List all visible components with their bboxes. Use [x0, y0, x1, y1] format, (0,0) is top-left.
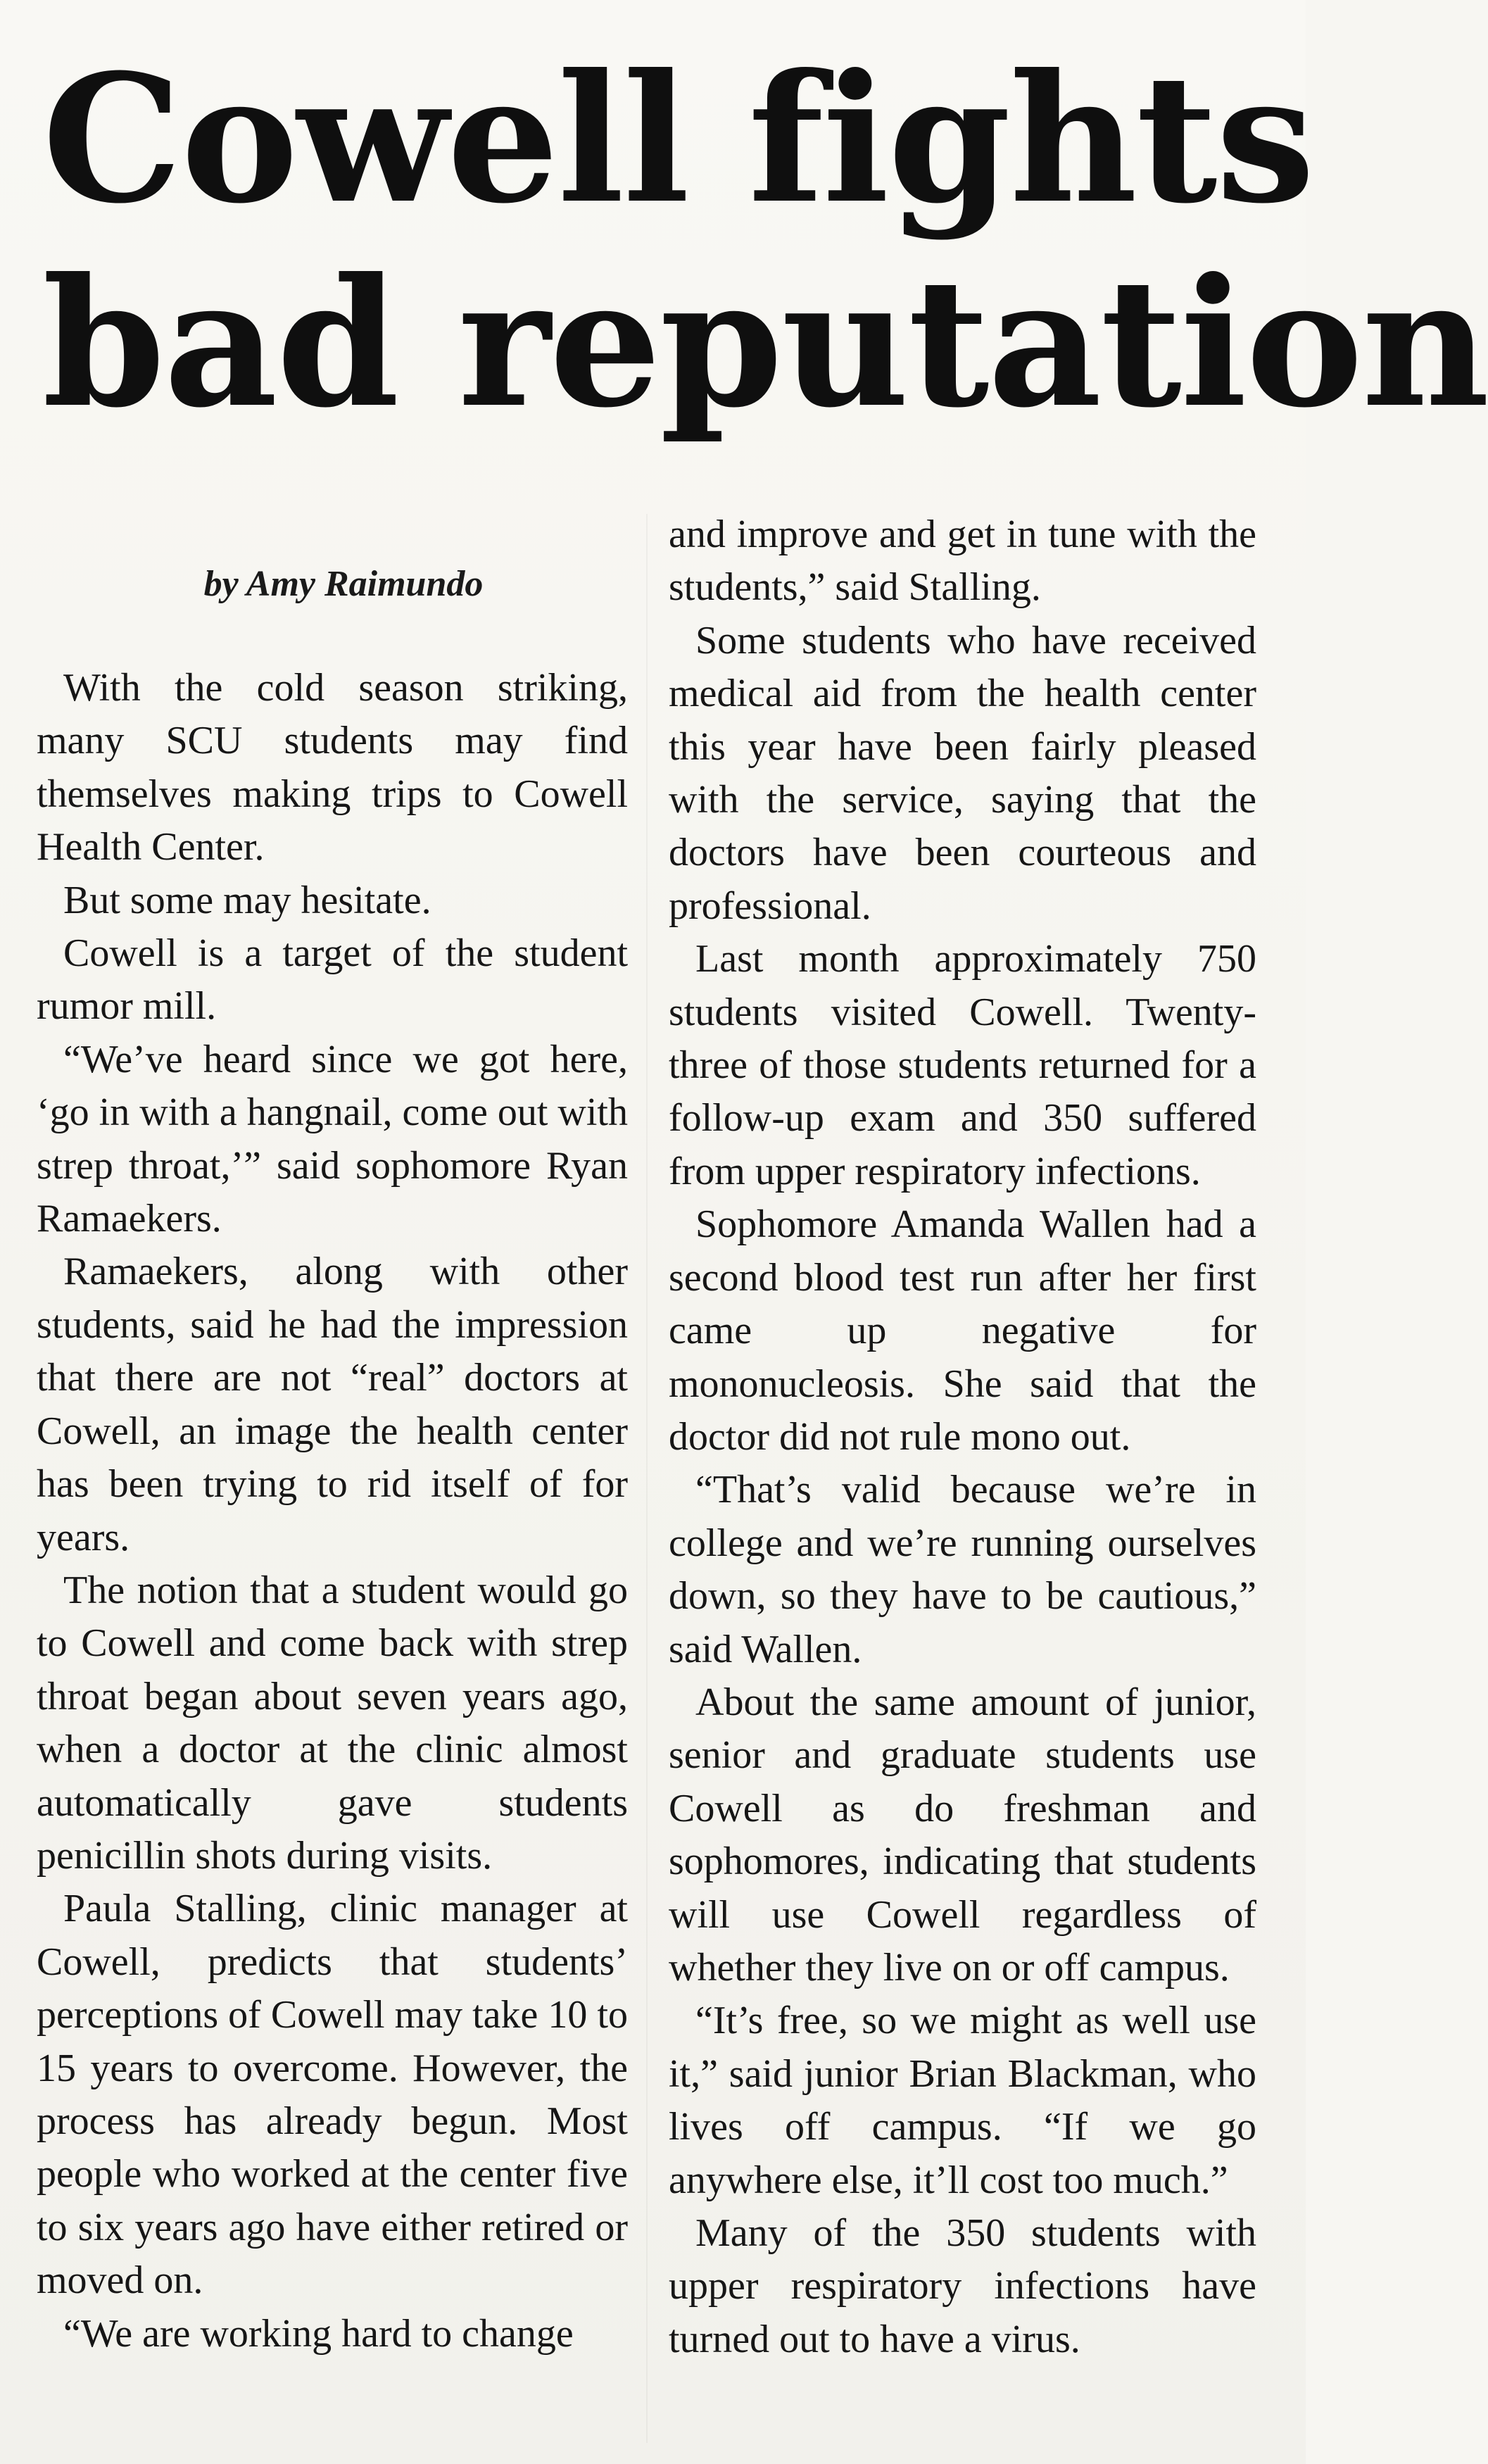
paragraph: With the cold season striking, many SCU students may find themselves making trips to Cowell Health Center.	[37, 666, 628, 869]
article-column-left	[37, 662, 628, 2361]
paragraph: Cowell is a target of the student rumor mill.	[37, 931, 628, 1029]
headline-line-1: Cowell fights	[42, 35, 1314, 242]
paragraph: Last month approximately 750 students visited Cowell. Twenty-three of those students returned for a follow-up exam and 350 suffered from upper respiratory infections.	[669, 937, 1256, 1193]
paragraph: Ramaekers, along with other students, said he had the impression that there are not “real” doctors at Cowell, an image the health center has been trying to rid itself of for years.	[37, 1250, 628, 1559]
paragraph: The notion that a student would go to Cowell and come back with strep throat began about seven years ago, when a doctor at the clinic almost automatically gave students penicillin shots during visits.	[37, 1568, 628, 1878]
paragraph: But some may hesitate.	[63, 878, 431, 922]
paragraph: “That’s valid because we’re in college and we’re running ourselves down, so they have to be cautious,” said Wallen.	[669, 1468, 1256, 1671]
headline	[42, 35, 1488, 446]
paragraph: Many of the 350 students with upper respiratory infections have turned out to have a virus.	[669, 2211, 1256, 2361]
paragraph-continuation: and improve and get in tune with the students,” said Stalling.	[669, 513, 1256, 610]
article-column-right	[669, 508, 1256, 2366]
headline-line-2: bad reputation	[42, 239, 1488, 446]
paragraph: About the same amount of junior, senior and graduate students use Cowell as do freshman and sophomores, indicating that students will use Cowell regardless of whether they live on or off campus.	[669, 1680, 1256, 1990]
paragraph: Sophomore Amanda Wallen had a second blood test run after her first came up negative for mononucleosis. She said that the doctor did not rule mono out.	[669, 1202, 1256, 1459]
byline: by Amy Raimundo	[203, 564, 484, 604]
paragraph: “It’s free, so we might as well use it,” said junior Brian Blackman, who lives off campus. “If we go anywhere else, it’ll cost too much.”	[669, 1999, 1256, 2202]
paragraph: “We’ve heard since we got here, ‘go in with a hangnail, come out with strep throat,’” said sophomore Ryan Ramaekers.	[37, 1037, 628, 1241]
paragraph: “We are working hard to change	[63, 2311, 574, 2356]
paragraph: Paula Stalling, clinic manager at Cowell, predicts that students’ perceptions of Cowell may take 10 to 15 years to overcome. However, the process has already begun. Most people who worked at the center five to six years ago have either retired or moved on.	[37, 1887, 628, 2303]
column-gutter	[646, 514, 648, 2443]
paragraph: Some students who have received medical aid from the health center this year have been fairly pleased with the service, saying that the doctors have been courteous and professional.	[669, 618, 1256, 928]
